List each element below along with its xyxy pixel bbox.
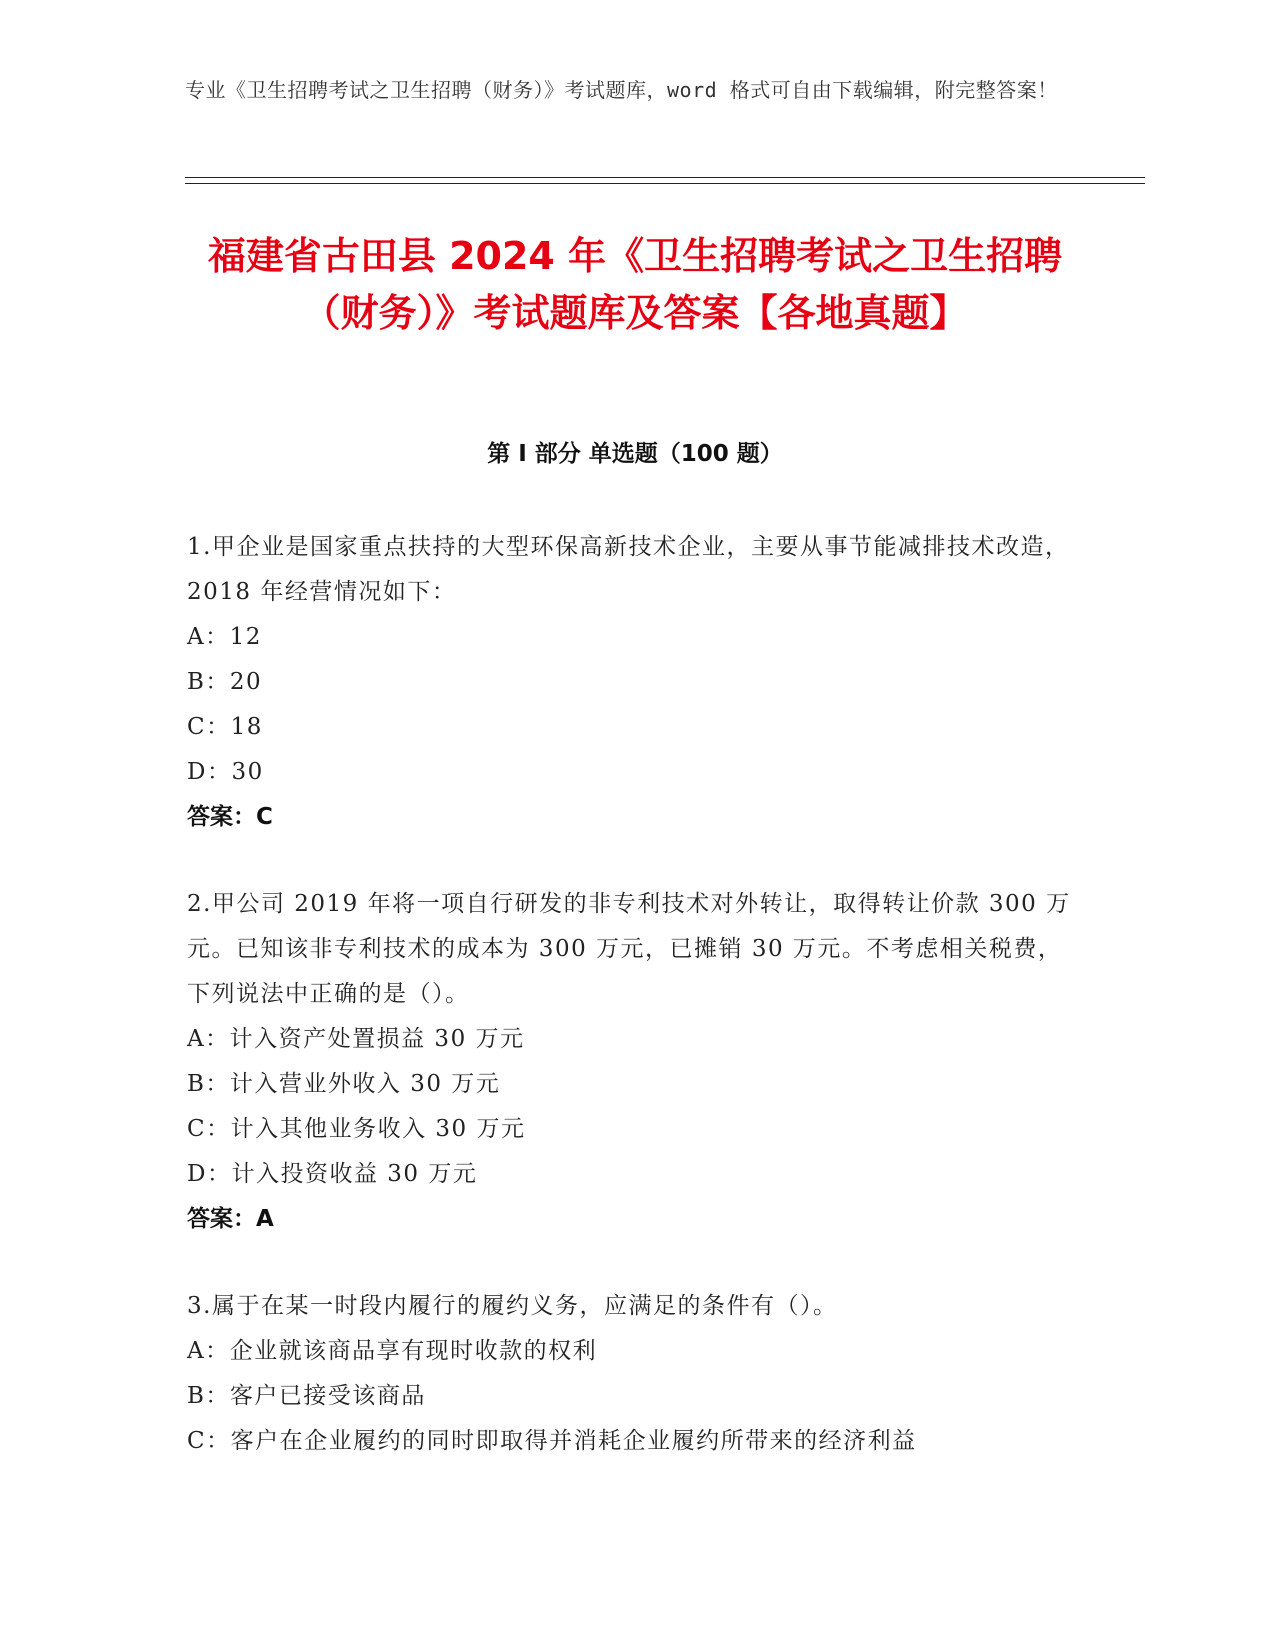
option-separator: ： bbox=[206, 714, 231, 740]
document-title: 福建省古田县 2024 年《卫生招聘考试之卫生招聘（财务）》考试题库及答案【各地真题】 bbox=[207, 234, 1063, 335]
question-3 bbox=[187, 1284, 1077, 1464]
option-letter: A bbox=[187, 624, 206, 650]
question-stem: 3.属于在某一时段内履行的履约义务，应满足的条件有（）。 bbox=[187, 1293, 838, 1319]
question-stem: 2.甲公司 2019 年将一项自行研发的非专利技术对外转让，取得转让价款 300 万元。已知该非专利技术的成本为 300 万元，已摊销 30 万元。不考虑相关税费，下列说法中正确的是（）。 bbox=[187, 891, 1071, 1007]
option-b bbox=[187, 660, 1077, 705]
option-d bbox=[187, 1152, 1077, 1197]
option-b bbox=[187, 1374, 1077, 1419]
option-c bbox=[187, 705, 1077, 750]
option-separator: ： bbox=[206, 759, 232, 785]
section-heading: 第 I 部分 单选题（100 题） bbox=[487, 441, 783, 467]
option-separator: ： bbox=[206, 1116, 231, 1142]
option-letter: D bbox=[187, 759, 207, 785]
option-text: 企业就该商品享有现时收款的权利 bbox=[229, 1338, 598, 1364]
option-separator: ： bbox=[205, 624, 230, 650]
option-a bbox=[187, 1329, 1077, 1374]
question-list bbox=[187, 525, 1077, 1506]
option-separator: ： bbox=[205, 1383, 230, 1409]
option-text: 20 bbox=[229, 669, 263, 695]
answer-line: 答案：C bbox=[187, 804, 273, 830]
option-letter: B bbox=[187, 1071, 206, 1097]
option-text: 18 bbox=[230, 714, 263, 740]
option-c bbox=[187, 1419, 1077, 1464]
option-text: 计入资产处置损益 30 万元 bbox=[229, 1026, 525, 1052]
option-separator: ： bbox=[205, 1071, 230, 1097]
header-rule-top bbox=[185, 177, 1145, 178]
option-text: 30 bbox=[231, 759, 264, 785]
option-d bbox=[187, 750, 1077, 795]
option-letter: B bbox=[187, 669, 206, 695]
option-separator: ： bbox=[205, 1026, 230, 1052]
option-text: 计入营业外收入 30 万元 bbox=[229, 1071, 501, 1097]
option-letter: D bbox=[187, 1161, 207, 1187]
question-1 bbox=[187, 525, 1077, 840]
option-separator: ： bbox=[206, 1161, 232, 1187]
option-letter: C bbox=[187, 1428, 207, 1454]
option-separator: ： bbox=[205, 1338, 230, 1364]
option-letter: B bbox=[187, 1383, 206, 1409]
option-text: 客户在企业履约的同时即取得并消耗企业履约所带来的经济利益 bbox=[230, 1428, 917, 1454]
option-text: 计入投资收益 30 万元 bbox=[231, 1161, 478, 1187]
question-stem: 1.甲企业是国家重点扶持的大型环保高新技术企业，主要从事节能减排技术改造，2018 年经营情况如下： bbox=[187, 534, 1070, 605]
option-c bbox=[187, 1107, 1077, 1152]
option-b bbox=[187, 1062, 1077, 1107]
option-text: 计入其他业务收入 30 万元 bbox=[230, 1116, 526, 1142]
answer-line: 答案：A bbox=[187, 1206, 274, 1232]
option-separator: ： bbox=[205, 669, 230, 695]
option-letter: C bbox=[187, 1116, 207, 1142]
option-a bbox=[187, 615, 1077, 660]
header-note: 专业《卫生招聘考试之卫生招聘（财务）》考试题库，word 格式可自由下载编辑，附完整答案！ bbox=[185, 78, 1058, 102]
option-text: 12 bbox=[229, 624, 262, 650]
option-letter: A bbox=[187, 1026, 206, 1052]
option-letter: A bbox=[187, 1338, 206, 1364]
header-rule-bottom bbox=[185, 183, 1145, 184]
option-a bbox=[187, 1017, 1077, 1062]
option-separator: ： bbox=[206, 1428, 231, 1454]
option-letter: C bbox=[187, 714, 207, 740]
question-2 bbox=[187, 882, 1077, 1242]
option-text: 客户已接受该商品 bbox=[229, 1383, 426, 1409]
